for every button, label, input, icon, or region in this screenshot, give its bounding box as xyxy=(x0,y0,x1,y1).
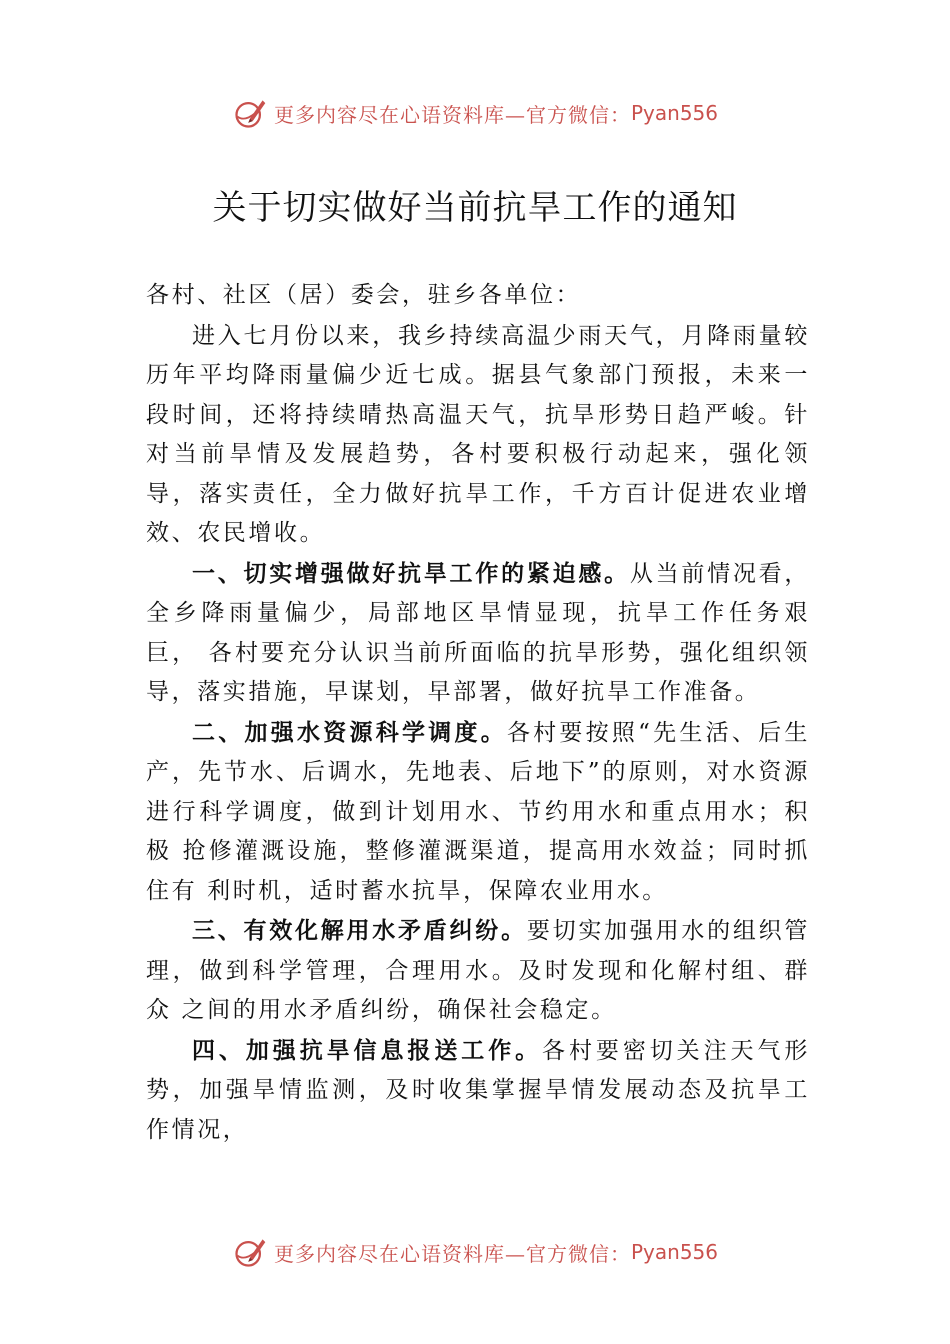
watermark-header xyxy=(0,93,950,133)
paragraph-section-1 xyxy=(146,554,810,713)
section-heading: 四、加强抗旱信息报送工作。 xyxy=(192,1036,543,1064)
paragraph-section-2 xyxy=(146,713,810,912)
salutation: 各村、社区（居）委会，驻乡各单位： xyxy=(146,282,582,308)
paragraph-section-4 xyxy=(146,1031,810,1151)
section-heading: 二、加强水资源科学调度。 xyxy=(192,718,507,746)
paragraph-section-3 xyxy=(146,911,810,1031)
paragraph-intro xyxy=(146,316,810,554)
paragraph-text: 各村要按照“先生活、后生产，先节水、后调水，先地表、后地下”的原则，对水资源 进行科学调度，做到计划用水、节约用水和重点用水；积极 抢修灌溉设施，整修灌溉渠道，提高用水效益；同时抓住有 利时机，适时蓄水抗旱，保障农业用水。 xyxy=(146,719,810,904)
document-body xyxy=(146,276,810,1150)
paragraph-text: 要切实加强用水的组织管理，做到科学管理，合理用水。及时发现和化解村组、群众 之间的用水矛盾纠纷，确保社会稳定。 xyxy=(146,918,810,1023)
section-heading: 一、切实增强做好抗旱工作的紧迫感。 xyxy=(192,559,630,587)
watermark-logo-icon xyxy=(232,95,268,131)
watermark-footer xyxy=(0,1232,950,1272)
watermark-logo-icon xyxy=(232,1234,268,1270)
watermark-wechat-id: Pyan556 xyxy=(630,1240,718,1264)
paragraph-text: 进入七月份以来，我乡持续高温少雨天气，月降雨量较历年平均降雨量偏少近七成。据县气象部门预报，未来一段时间，还将持续晴热高温天气，抗旱形势日趋严峻。针对当前旱情及发展趋势，各村要积极行动起来，强化领导，落实责任，全力做好抗旱工作，千方百计促进农业增效、农民增收。 xyxy=(146,322,810,546)
paragraph-text: 各村要密切关注天气形势，加强旱情监测，及时收集掌握旱情发展动态及抗旱工作情况， xyxy=(146,1037,810,1143)
watermark-text: 更多内容尽在心语资料库—官方微信： xyxy=(273,102,631,127)
document-title: 关于切实做好当前抗旱工作的通知 xyxy=(212,188,738,228)
section-heading: 三、有效化解用水矛盾纠纷。 xyxy=(192,917,527,944)
watermark-text: 更多内容尽在心语资料库—官方微信： xyxy=(273,1241,631,1266)
watermark-wechat-id: Pyan556 xyxy=(630,101,718,125)
paragraph-text: 从当前情况看，全乡降雨量偏少，局部地区旱情显现，抗旱工作任务艰巨， 各村要充分认识当前所面临的抗旱形势，强化组织领导，落实措施，早谋划，早部署，做好抗旱工作准备。 xyxy=(146,560,810,705)
